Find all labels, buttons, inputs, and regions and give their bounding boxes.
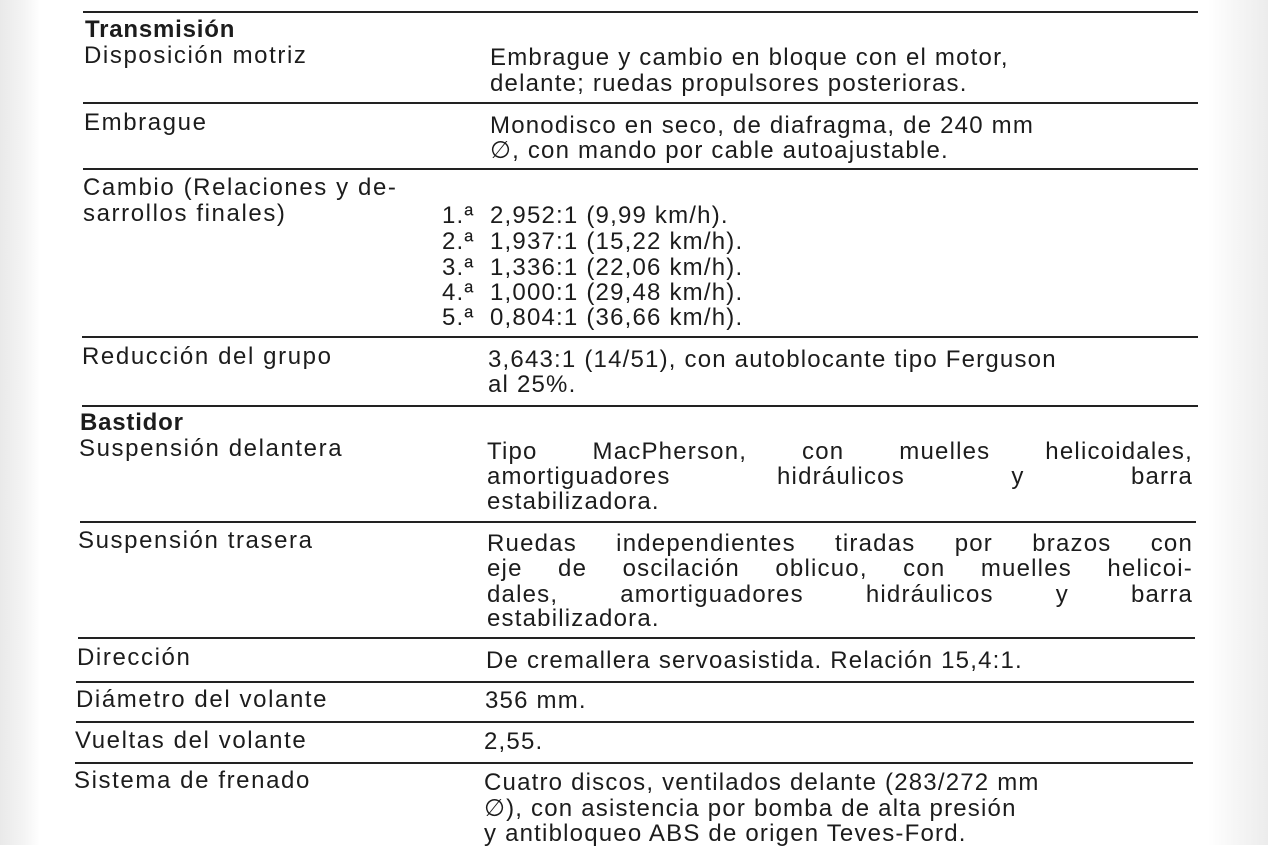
gear-ordinal: 5.ª [442, 304, 475, 331]
spec-value-line: ∅, con mando por cable autoajustable. [490, 137, 949, 164]
gear-ordinal: 4.ª [442, 279, 475, 306]
spec-label-reduccion: Reducción del grupo [82, 343, 333, 370]
spec-value-line: Embrague y cambio en bloque con el motor, [490, 44, 1009, 71]
spec-label-embrague: Embrague [84, 109, 208, 136]
rule [80, 521, 1196, 523]
gear-ratio-row [442, 229, 743, 255]
rule [76, 721, 1194, 723]
spec-value-line: Ruedas independientes tiradas por brazos con [487, 530, 1193, 557]
gear-ratio-row [442, 280, 743, 306]
rule [82, 336, 1198, 338]
gear-ratio: 1,336:1 (22,06 km/h). [490, 254, 744, 281]
spec-label-susp-trasera: Suspensión trasera [78, 527, 314, 554]
section-heading-transmision: Transmisión [85, 16, 236, 43]
spec-label-diametro: Diámetro del volante [76, 686, 329, 713]
spec-value-line: eje de oscilación oblicuo, con muelles helicoi- [487, 555, 1193, 582]
spec-label-cambio: Cambio (Relaciones y de- [83, 174, 398, 201]
spec-label-cambio-cont: sarrollos finales) [83, 200, 287, 227]
gear-ratio-row [442, 305, 743, 331]
section-heading-bastidor: Bastidor [80, 409, 184, 436]
rule [75, 762, 1193, 764]
rule [78, 637, 1195, 639]
spec-value-line: estabilizadora. [487, 488, 660, 515]
gear-ratio-row [442, 255, 743, 281]
spec-value-line: 2,55. [484, 728, 544, 755]
gear-ratio: 2,952:1 (9,99 km/h). [490, 202, 729, 229]
spec-value-line: Tipo MacPherson, con muelles helicoidales, [487, 438, 1193, 465]
gear-ratio: 0,804:1 (36,66 km/h). [490, 304, 744, 331]
spec-value-line: delante; ruedas propulsores posterioras. [490, 70, 968, 97]
spec-value-line: Monodisco en seco, de diafragma, de 240 mm [490, 112, 1035, 139]
spec-value-line: 356 mm. [485, 687, 587, 714]
gear-ratio: 1,937:1 (15,22 km/h). [490, 228, 744, 255]
gear-ratio: 1,000:1 (29,48 km/h). [490, 279, 744, 306]
rule [83, 102, 1198, 104]
spec-value-line: 3,643:1 (14/51), con autoblocante tipo Ferguson [488, 346, 1057, 373]
rule [83, 168, 1198, 170]
spec-value-line: al 25%. [488, 371, 577, 398]
spec-value-line: amortiguadores hidráulicos y barra [487, 463, 1193, 490]
spec-value-line: Cuatro discos, ventilados delante (283/272 mm [484, 769, 1040, 796]
spec-label-vueltas: Vueltas del volante [75, 727, 308, 754]
gear-ratio-row [442, 203, 729, 229]
gear-ordinal: 2.ª [442, 228, 475, 255]
spec-value-line: y antibloqueo ABS de origen Teves-Ford. [484, 820, 967, 847]
rule [76, 681, 1194, 683]
spec-value-line: De cremallera servoasistida. Relación 15,4:1. [486, 647, 1023, 674]
rule [82, 405, 1198, 407]
spec-label-frenado: Sistema de frenado [74, 767, 311, 794]
spec-value-line: dales, amortiguadores hidráulicos y barra [487, 581, 1193, 608]
spec-label-susp-delantera: Suspensión delantera [79, 435, 344, 462]
spec-value-line: estabilizadora. [487, 605, 660, 632]
gear-ordinal: 3.ª [442, 254, 475, 281]
spec-label-direccion: Dirección [77, 644, 192, 671]
spec-label-disposicion: Disposición motriz [84, 42, 308, 69]
gear-ordinal: 1.ª [442, 202, 475, 229]
rule [83, 11, 1198, 13]
spec-value-line: ∅), con asistencia por bomba de alta presión [484, 795, 1017, 822]
